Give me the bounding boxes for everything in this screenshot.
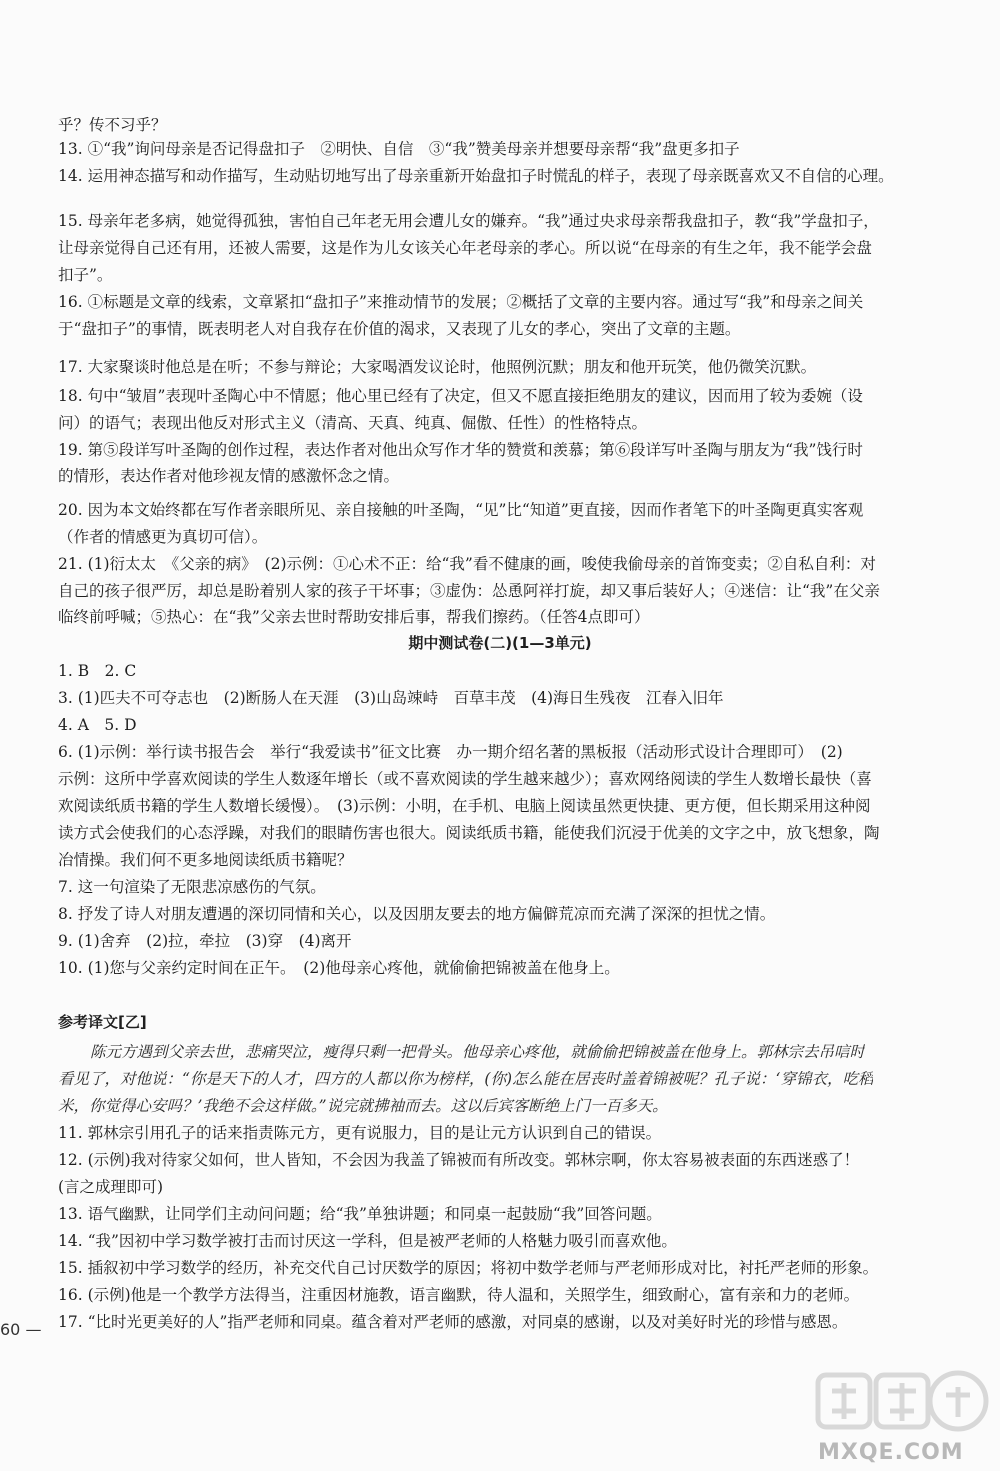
answer-line: 让母亲觉得自己还有用，还被人需要，这是作为儿女该关心年老母亲的孝心。所以说“在母亲的有生之年，我不能学会盘 <box>58 239 872 257</box>
answer-line: 18. 句中“皱眉”表现叶圣陶心中不情愿；他心里已经有了决定，但又不愿直接拒绝朋友的建议，因而用了较为委婉（设 <box>58 387 863 405</box>
answer-line: 19. 第⑤段详写叶圣陶的创作过程，表达作者对他出众写作才华的赞赏和羡慕；第⑥段详写叶圣陶与朋友为“我”饯行时 <box>58 441 863 459</box>
answer-line: 4. A 5. D <box>58 716 137 734</box>
answer-line: 14. “我”因初中学习数学被打击而讨厌这一学科，但是被严老师的人格魅力吸引而喜欢他。 <box>58 1232 677 1250</box>
answer-line: 临终前呼喊；⑤热心：在“我”父亲去世时帮助安排后事，帮我们擦药。（任答4点即可） <box>58 608 650 626</box>
answer-line: 15. 插叙初中学习数学的经历，补充交代自己讨厌数学的原因；将初中数学老师与严老师形成对比，衬托严老师的形象。 <box>58 1259 879 1277</box>
translation-line: 看见了，对他说：“你是天下的人才，四方的人都以你为榜样，(你)怎么能在居丧时盖着锦被呢？孔子说：‘穿锦衣，吃稻 <box>58 1070 874 1088</box>
translation-heading: 参考译文[乙] <box>58 1013 147 1031</box>
answer-line: 1. B 2. C <box>58 662 137 680</box>
answer-line: （作者的情感更为真切可信）。 <box>58 528 268 546</box>
answer-line: 7. 这一句渲染了无限悲凉感伤的气氛。 <box>58 878 326 896</box>
answer-line: 13. ①“我”询问母亲是否记得盘扣子 ②明快、自信 ③“我”赞美母亲并想要母亲帮“我”盘更多扣子 <box>58 140 740 158</box>
answer-line: 读方式会使我们的心态浮躁，对我们的眼睛伤害也很大。阅读纸质书籍，能使我们沉浸于优美的文字之中，放飞想象，陶 <box>58 824 880 842</box>
answer-line: 6. (1)示例：举行读书报告会 举行“我爱读书”征文比赛 办一期介绍名著的黑板报（活动形式设计合理即可） (2) <box>58 743 843 761</box>
answer-line: 15. 母亲年老多病，她觉得孤独，害怕自己年老无用会遭儿女的嫌弃。“我”通过央求母亲帮我盘扣子，教“我”学盘扣子， <box>58 212 879 230</box>
answer-line: 问）的语气；表现出他反对形式主义（清高、天真、纯真、倔傲、任性）的性格特点。 <box>58 414 648 432</box>
answer-line: 冶情操。我们何不更多地阅读纸质书籍呢？ <box>58 851 353 869</box>
translation-line: 米，你觉得心安吗？’我绝不会这样做。”说完就拂袖而去。这以后宾客断绝上门一百多天。 <box>58 1097 668 1115</box>
translation-line: 陈元方遇到父亲去世，悲痛哭泣，瘦得只剩一把骨头。他母亲心疼他，就偷偷把锦被盖在他身上。郭林宗去吊唁时 <box>90 1043 866 1061</box>
answer-line: 21. (1)衍太太 《父亲的病》 (2)示例：①心术不正：给“我”看不健康的画，唆使我偷母亲的首饰变卖；②自私自利：对 <box>58 555 876 573</box>
section-heading: 期中测试卷(二)(1—3单元) <box>408 634 592 652</box>
answer-line: 16. (示例)他是一个教学方法得当，注重因材施教，语言幽默，待人温和，关照学生，细致耐心，富有亲和力的老师。 <box>58 1286 860 1304</box>
answer-line: 的情形，表达作者对他珍视友情的感激怀念之情。 <box>58 467 400 485</box>
answer-line: 自己的孩子很严厉，却总是盼着别人家的孩子干坏事；③虚伪：怂恿阿祥打旋，却又事后装好人；④迷信：让“我”在父亲 <box>58 582 880 600</box>
answer-line: 乎？传不习乎？ <box>58 116 167 134</box>
watermark-text: MXQE.COM <box>818 1440 964 1465</box>
answer-line: 17. “比时光更美好的人”指严老师和同桌。蕴含着对严老师的感激，对同桌的感谢，以及对美好时光的珍惜与感恩。 <box>58 1313 848 1331</box>
answer-line: (言之成理即可) <box>58 1178 164 1196</box>
answer-line: 3. (1)匹夫不可夺志也 (2)断肠人在天涯 (3)山岛竦峙 百草丰茂 (4)海日生残夜 江春入旧年 <box>58 689 724 707</box>
answer-line: 17. 大家聚谈时他总是在听；不参与辩论；大家喝酒发议论时，他照例沉默；朋友和他开玩笑，他仍微笑沉默。 <box>58 358 817 376</box>
answer-line: 于“盘扣子”的事情，既表明老人对自我存在价值的渴求，又表现了儿女的孝心，突出了文章的主题。 <box>58 320 741 338</box>
answer-line: 11. 郭林宗引用孔子的话来指责陈元方，更有说服力，目的是让元方认识到自己的错误。 <box>58 1124 662 1142</box>
answer-line: 9. (1)舍弃 (2)拉，牵拉 (3)穿 (4)离开 <box>58 932 352 950</box>
answer-line: 8. 抒发了诗人对朋友遭遇的深切同情和关心，以及因朋友要去的地方偏僻荒凉而充满了深深的担忧之情。 <box>58 905 776 923</box>
answer-line: 13. 语气幽默，让同学们主动问问题；给“我”单独讲题；和同桌一起鼓励“我”回答问题。 <box>58 1205 662 1223</box>
answer-line: 欢阅读纸质书籍的学生人数增长缓慢）。 (3)示例：小明，在手机、电脑上阅读虽然更快捷、更方便，但长期采用这种阅 <box>58 797 871 815</box>
answer-line: 16. ①标题是文章的线索，文章紧扣“盘扣子”来推动情节的发展；②概括了文章的主要内容。通过写“我”和母亲之间关 <box>58 293 864 311</box>
answer-line: 20. 因为本文始终都在写作者亲眼所见、亲自接触的叶圣陶，“见”比“知道”更直接，因而作者笔下的叶圣陶更真实客观 <box>58 501 864 519</box>
answer-line: 扣子”。 <box>58 266 113 284</box>
page-number: 60 — <box>0 1320 42 1339</box>
answer-line: 10. (1)您与父亲约定时间在正午。 (2)他母亲心疼他，就偷偷把锦被盖在他身上。 <box>58 959 620 977</box>
answer-line: 12. (示例)我对待家父如何，世人皆知，不会因为我盖了锦被而有所改变。郭林宗啊，你太容易被表面的东西迷惑了！ <box>58 1151 860 1169</box>
answer-line: 示例：这所中学喜欢阅读的学生人数逐年增长（或不喜欢阅读的学生越来越少）；喜欢网络阅读的学生人数增长最快（喜 <box>58 770 872 788</box>
answer-line: 14. 运用神态描写和动作描写，生动贴切地写出了母亲重新开始盘扣子时慌乱的样子，表现了母亲既喜欢又不自信的心理。 <box>58 167 894 185</box>
